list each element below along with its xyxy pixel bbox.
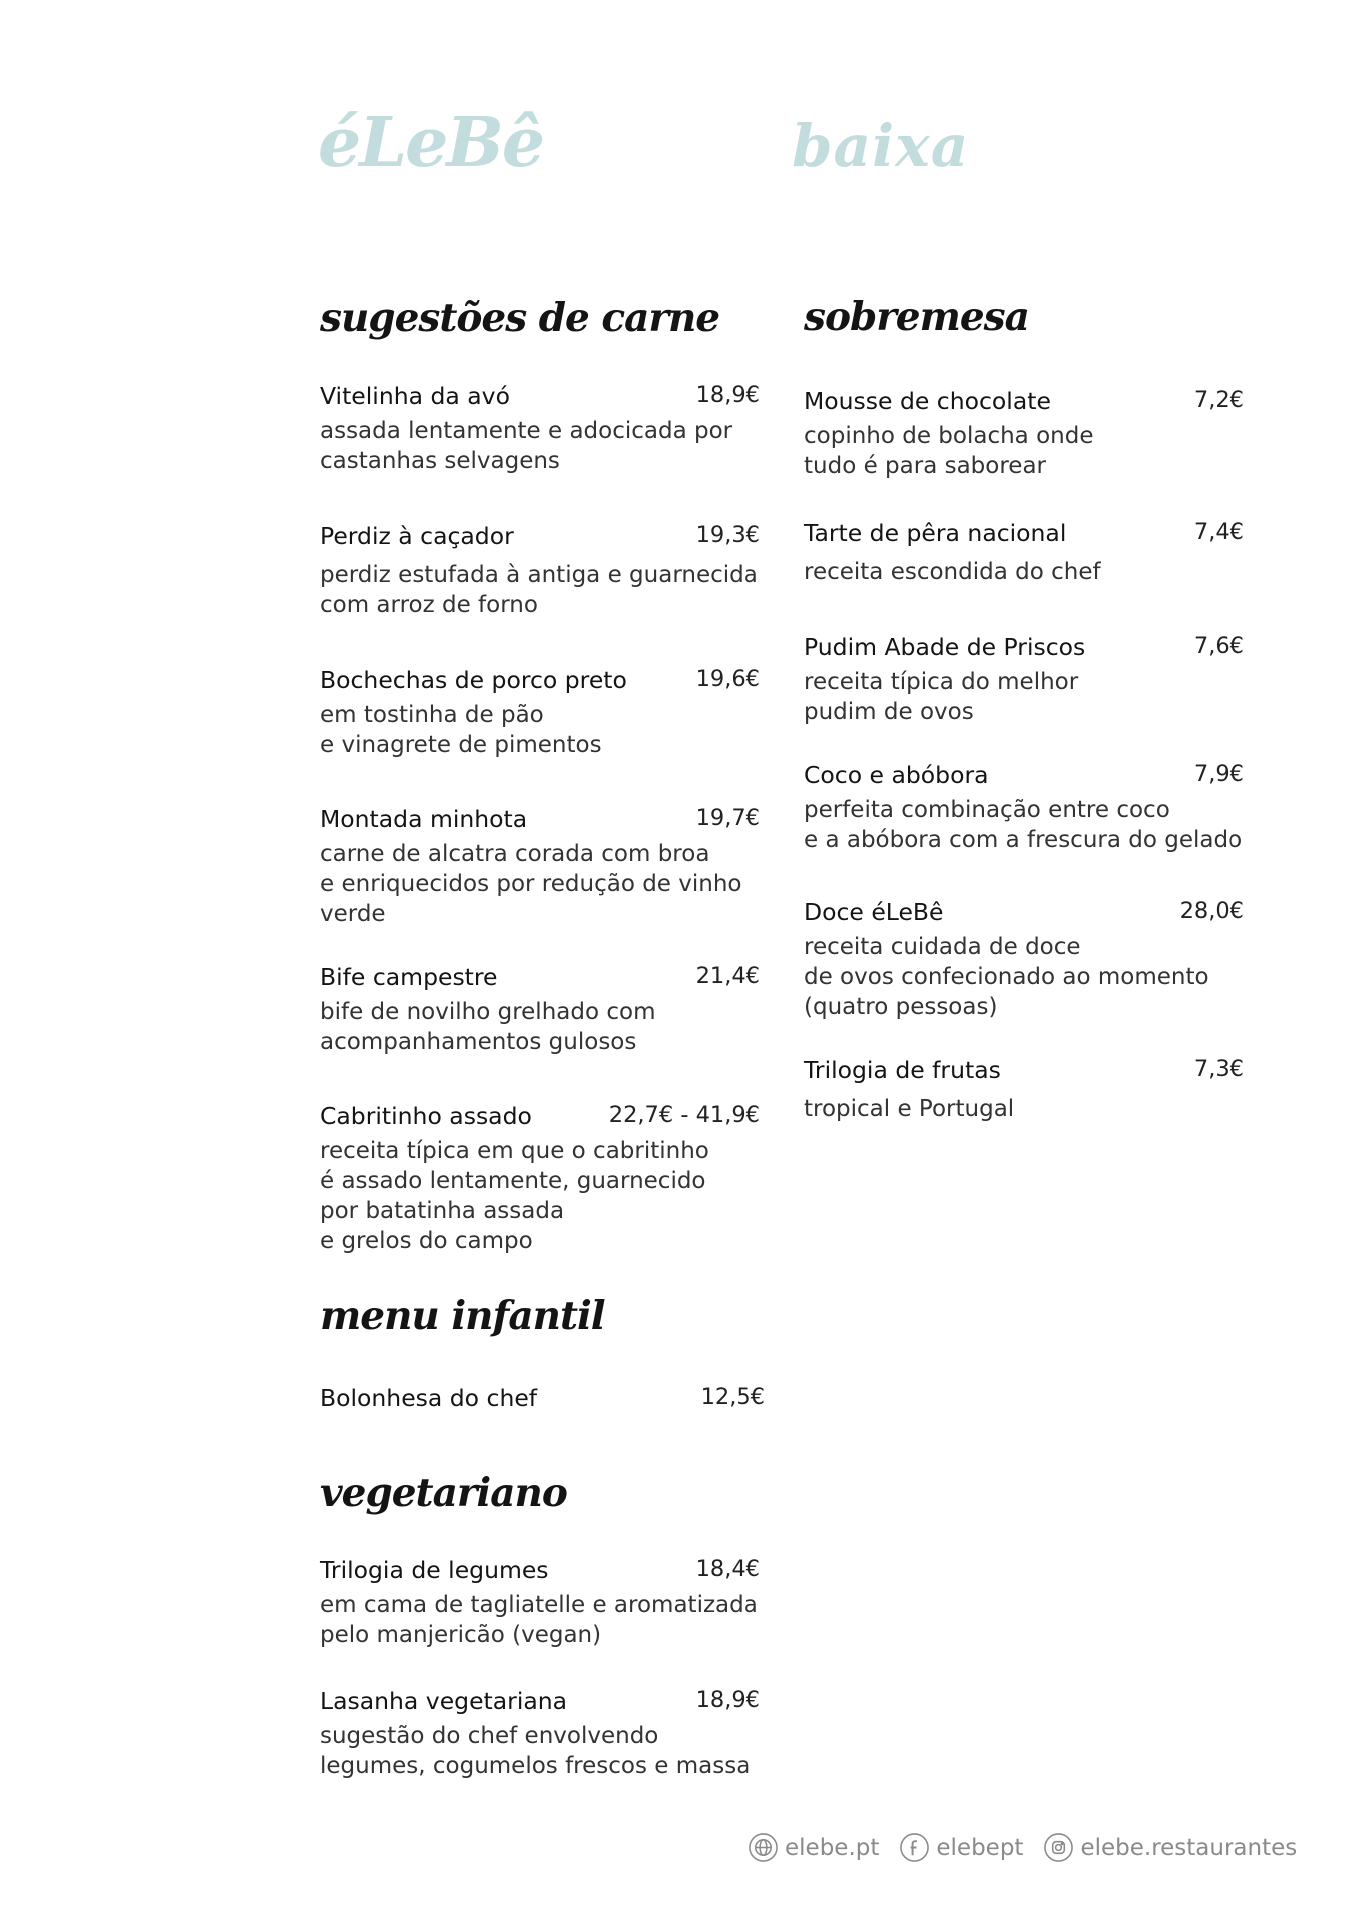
- item-description: tropical e Portugal: [804, 1096, 1015, 1122]
- footer: [748, 1832, 1297, 1863]
- item-name: Coco e abóbora: [804, 761, 989, 789]
- section-title-carne: sugestões de carne: [320, 295, 720, 341]
- item-name: Vitelinha da avó: [320, 382, 510, 410]
- menu-item: [320, 382, 760, 476]
- item-price: 18,4€: [695, 1556, 760, 1582]
- instagram-icon: [1043, 1832, 1074, 1863]
- facebook-label[interactable]: elebept: [936, 1834, 1024, 1861]
- item-description: carne de alcatra corada com broa e enriquecidos por redução de vinho verde: [320, 841, 742, 927]
- item-price: 21,4€: [695, 963, 760, 989]
- item-price: 19,7€: [695, 805, 760, 831]
- item-description: em cama de tagliatelle e aromatizada pelo manjericão (vegan): [320, 1592, 758, 1648]
- menu-item: [320, 963, 760, 1057]
- brand-logo: éLeBê: [318, 103, 544, 183]
- menu-item: [320, 1556, 760, 1650]
- globe-icon: [748, 1832, 779, 1863]
- menu-item: [804, 519, 1244, 587]
- menu-item: [804, 387, 1244, 481]
- item-name: Bochechas de porco preto: [320, 666, 627, 694]
- section-title-vegetariano: vegetariano: [320, 1470, 567, 1516]
- item-name: Montada minhota: [320, 805, 528, 833]
- instagram-link[interactable]: [1043, 1832, 1297, 1863]
- item-price: 7,4€: [1193, 519, 1244, 545]
- item-description: copinho de bolacha onde tudo é para saborear: [804, 423, 1094, 479]
- menu-item: [320, 1384, 765, 1418]
- item-name: Doce éLeBê: [804, 898, 944, 926]
- location-title: baixa: [792, 112, 970, 180]
- item-price: 12,5€: [700, 1384, 765, 1410]
- menu-item: [320, 805, 760, 929]
- item-name: Pudim Abade de Priscos: [804, 633, 1086, 661]
- item-description: perdiz estufada à antiga e guarnecida com arroz de forno: [320, 562, 758, 618]
- item-description: sugestão do chef envolvendo legumes, cogumelos frescos e massa: [320, 1723, 751, 1779]
- item-price: 22,7€ - 41,9€: [608, 1102, 760, 1128]
- item-description: perfeita combinação entre coco e a abóbora com a frescura do gelado: [804, 797, 1243, 853]
- facebook-link[interactable]: [899, 1832, 1023, 1863]
- item-name: Cabritinho assado: [320, 1102, 532, 1130]
- instagram-label[interactable]: elebe.restaurantes: [1080, 1834, 1298, 1861]
- section-title-sobremesa: sobremesa: [804, 294, 1029, 340]
- item-price: 28,0€: [1179, 898, 1244, 924]
- menu-item: [804, 1056, 1244, 1124]
- menu-item: [804, 633, 1244, 727]
- item-price: 18,9€: [695, 382, 760, 408]
- item-name: Trilogia de legumes: [320, 1556, 549, 1584]
- menu-item: [804, 898, 1244, 1022]
- item-price: 7,3€: [1193, 1056, 1244, 1082]
- menu-item: [320, 522, 760, 620]
- item-description: receita escondida do chef: [804, 559, 1101, 585]
- menu-item: [320, 666, 760, 760]
- item-price: 19,6€: [695, 666, 760, 692]
- item-name: Mousse de chocolate: [804, 387, 1051, 415]
- item-price: 7,9€: [1193, 761, 1244, 787]
- website-label[interactable]: elebe.pt: [785, 1834, 880, 1861]
- item-price: 7,2€: [1193, 387, 1244, 413]
- item-name: Bolonhesa do chef: [320, 1384, 538, 1412]
- menu-item: [320, 1687, 760, 1781]
- item-price: 7,6€: [1193, 633, 1244, 659]
- menu-item: [320, 1102, 760, 1256]
- item-price: 19,3€: [695, 522, 760, 548]
- website-link[interactable]: [748, 1832, 879, 1863]
- item-name: Lasanha vegetariana: [320, 1687, 568, 1715]
- item-description: receita típica do melhor pudim de ovos: [804, 669, 1079, 725]
- item-name: Trilogia de frutas: [804, 1056, 1001, 1084]
- item-name: Perdiz à caçador: [320, 522, 514, 550]
- section-title-infantil: menu infantil: [320, 1293, 605, 1339]
- item-description: bife de novilho grelhado com acompanhamentos gulosos: [320, 999, 656, 1055]
- item-name: Tarte de pêra nacional: [804, 519, 1067, 547]
- item-name: Bife campestre: [320, 963, 498, 991]
- item-price: 18,9€: [695, 1687, 760, 1713]
- item-description: assada lentamente e adocicada por castanhas selvagens: [320, 418, 733, 474]
- item-description: receita típica em que o cabritinho é assado lentamente, guarnecido por batatinha assada e grelos do campo: [320, 1138, 709, 1254]
- item-description: em tostinha de pão e vinagrete de pimentos: [320, 702, 602, 758]
- item-description: receita cuidada de doce de ovos confecionado ao momento (quatro pessoas): [804, 934, 1209, 1020]
- menu-item: [804, 761, 1244, 855]
- facebook-icon: [899, 1832, 930, 1863]
